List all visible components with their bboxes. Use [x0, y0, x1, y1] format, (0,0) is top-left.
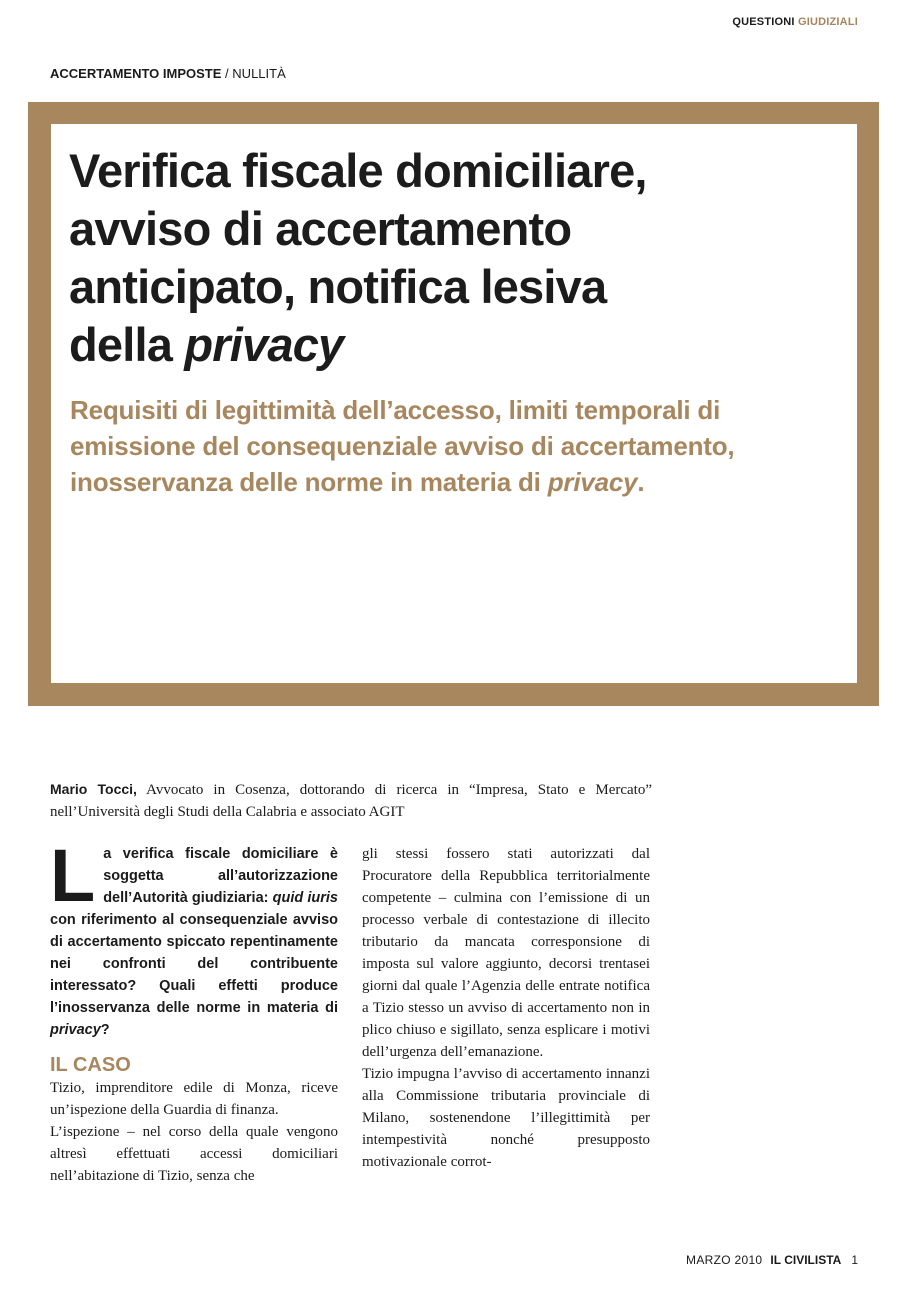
page-footer	[686, 1253, 858, 1267]
title-line-3: anticipato, notifica lesiva	[69, 260, 607, 313]
column-right	[362, 843, 650, 1173]
running-head-subsection: GIUDIZIALI	[797, 16, 858, 28]
section-heading: IL CASO	[50, 1054, 131, 1076]
lead-text-1: a verifica fiscale domiciliare è soggetta all’autorizzazione dell’Autorità giudiziaria:	[103, 846, 338, 906]
title-line-4: della	[69, 318, 185, 371]
body-paragraph: Tizio impugna l’avviso di accertamento innanzi alla Commissione tributaria provinciale di Milano, sostenendone l’illegittimità per intempestività nonché presupposto motivazionale corrot-	[362, 1066, 650, 1170]
author-affiliation: Avvocato in Cosenza, dottorando di ricerca in “Impresa, Stato e Mercato” nell’Università degli Studi della Calabria e associato AGIT	[50, 782, 653, 820]
body-paragraph: gli stessi fossero stati autorizzati dal Procuratore della Repubblica territorialmente competente – culmina con l’emissione di un processo verbale di contestazione di illecito tributario da mancata corresponsione di imposta sul valore aggiunto, decorsi trentasei giorni dal quale l’Agenzia delle entrate notifica a Tizio stesso un avviso di accertamento non in plico chiuso e sigillato, senza esplicare i motivi dell’urgenza dell’emanazione.	[362, 846, 650, 1060]
lead-italic-2: privacy	[50, 1022, 101, 1038]
category-sub: NULLITÀ	[232, 66, 286, 81]
category-main: ACCERTAMENTO IMPOSTE	[50, 66, 222, 81]
title-frame	[28, 102, 879, 706]
title-line-2: avviso di accertamento	[69, 202, 572, 255]
article-title	[69, 142, 829, 374]
author-name: Mario Tocci,	[50, 781, 137, 797]
subtitle-italic: privacy	[547, 467, 638, 497]
title-box	[51, 124, 857, 683]
drop-cap: L	[50, 834, 96, 917]
lead-text-3: ?	[100, 1022, 110, 1038]
category-line	[50, 66, 286, 81]
author-note	[50, 778, 652, 823]
body-paragraph: L’ispezione – nel corso della quale vengono altresì effettuati accessi domiciliari nell’abitazione di Tizio, senza che	[50, 1124, 338, 1184]
article-subtitle	[70, 392, 830, 500]
body-paragraph: Tizio, imprenditore edile di Monza, riceve un’ispezione della Guardia di finanza.	[50, 1080, 338, 1118]
running-head	[732, 16, 858, 28]
footer-magazine: IL CIVILISTA	[770, 1253, 842, 1267]
footer-issue-date: MARZO 2010	[686, 1253, 763, 1267]
category-separator: /	[225, 66, 229, 81]
lead-text-2: con riferimento al consequenziale avviso di accertamento spiccato repentinamente nei confronti del contribuente interessato? Quali effetti produce l’inosservanza delle norme in materia di	[50, 912, 338, 1016]
page-number: 1	[851, 1253, 858, 1267]
subtitle-text: Requisiti di legittimità dell’accesso, limiti temporali di emissione del consequenziale avviso di accertamento, inosservanza delle norme in materia di	[70, 395, 735, 497]
lead-paragraph	[50, 834, 338, 1041]
title-line-1: Verifica fiscale domiciliare,	[69, 144, 647, 197]
subtitle-end: .	[637, 467, 645, 497]
title-line-4-italic: privacy	[184, 318, 344, 371]
lead-italic-1: quid iuris	[272, 890, 338, 906]
running-head-section: QUESTIONI	[732, 16, 795, 28]
column-left	[50, 834, 338, 1187]
